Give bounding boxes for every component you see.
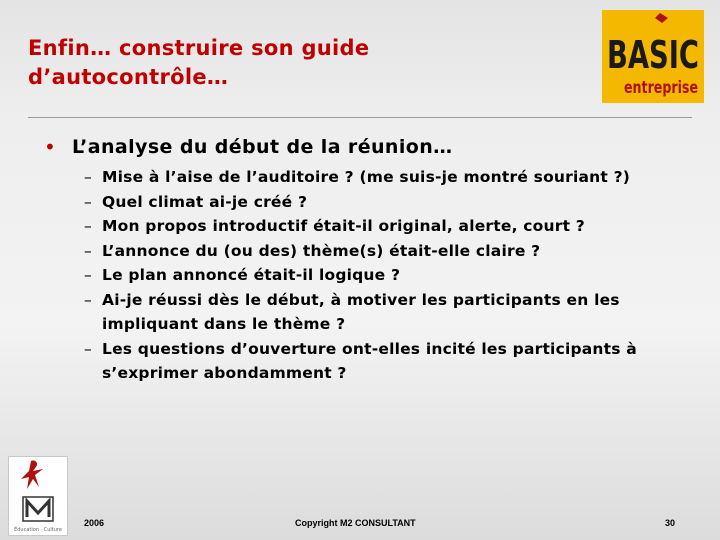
bullet-icon: • <box>44 135 56 159</box>
dash-icon: – <box>84 192 92 211</box>
title-divider <box>28 117 692 118</box>
sub-bullet-text: Ai-je réussi dès le début, à motiver les participants en les impliquant dans le thème ? <box>102 290 620 333</box>
basic-entreprise-logo <box>602 10 704 103</box>
logo-subword: entreprise <box>624 78 698 98</box>
dash-icon: – <box>84 217 92 235</box>
sub-bullet-item <box>84 165 694 190</box>
dash-icon: – <box>84 266 92 284</box>
sub-bullet-item <box>84 263 694 288</box>
sub-bullet-text: L’annonce du (ou des) thème(s) était-elle claire ? <box>102 241 541 260</box>
dash-icon: – <box>84 168 92 186</box>
dash-icon: – <box>84 290 92 309</box>
page-number: 30 <box>665 518 676 528</box>
sub-bullet-item <box>84 288 694 337</box>
logo-diamond-icon <box>655 13 668 23</box>
main-bullet <box>44 134 684 160</box>
main-bullet-text: L’analyse du début de la réunion… <box>72 136 453 158</box>
sub-bullet-item <box>84 214 694 239</box>
sub-bullet-text: Le plan annoncé était-il logique ? <box>102 266 401 284</box>
sub-bullet-text: Mon propos introductif était-il original, alerte, court ? <box>102 217 585 235</box>
sub-bullet-text: Les questions d’ouverture ont-elles incité les participants à s’exprimer abondamment ? <box>102 339 637 382</box>
sub-bullet-list <box>84 165 694 386</box>
sub-bullet-item <box>84 337 694 386</box>
dash-icon: – <box>84 339 92 358</box>
sub-bullet-item <box>84 239 694 264</box>
dash-icon: – <box>84 241 92 260</box>
sub-bullet-text: Mise à l’aise de l’auditoire ? (me suis-je montré souriant ?) <box>102 168 631 186</box>
m2-logo <box>8 456 68 536</box>
m2-logo-caption: Éducation · Culture <box>14 527 62 533</box>
sub-bullet-text: Quel climat ai-je créé ? <box>102 192 308 211</box>
logo-wordmark: BASIC <box>607 33 699 77</box>
footer-year: 2006 <box>84 518 105 528</box>
slide-title: Enfin… construire son guide d’autocontrôle… <box>28 36 370 89</box>
dancer-icon <box>21 460 43 489</box>
sub-bullet-item <box>84 190 694 215</box>
footer-copyright: Copyright M2 CONSULTANT <box>295 518 416 528</box>
